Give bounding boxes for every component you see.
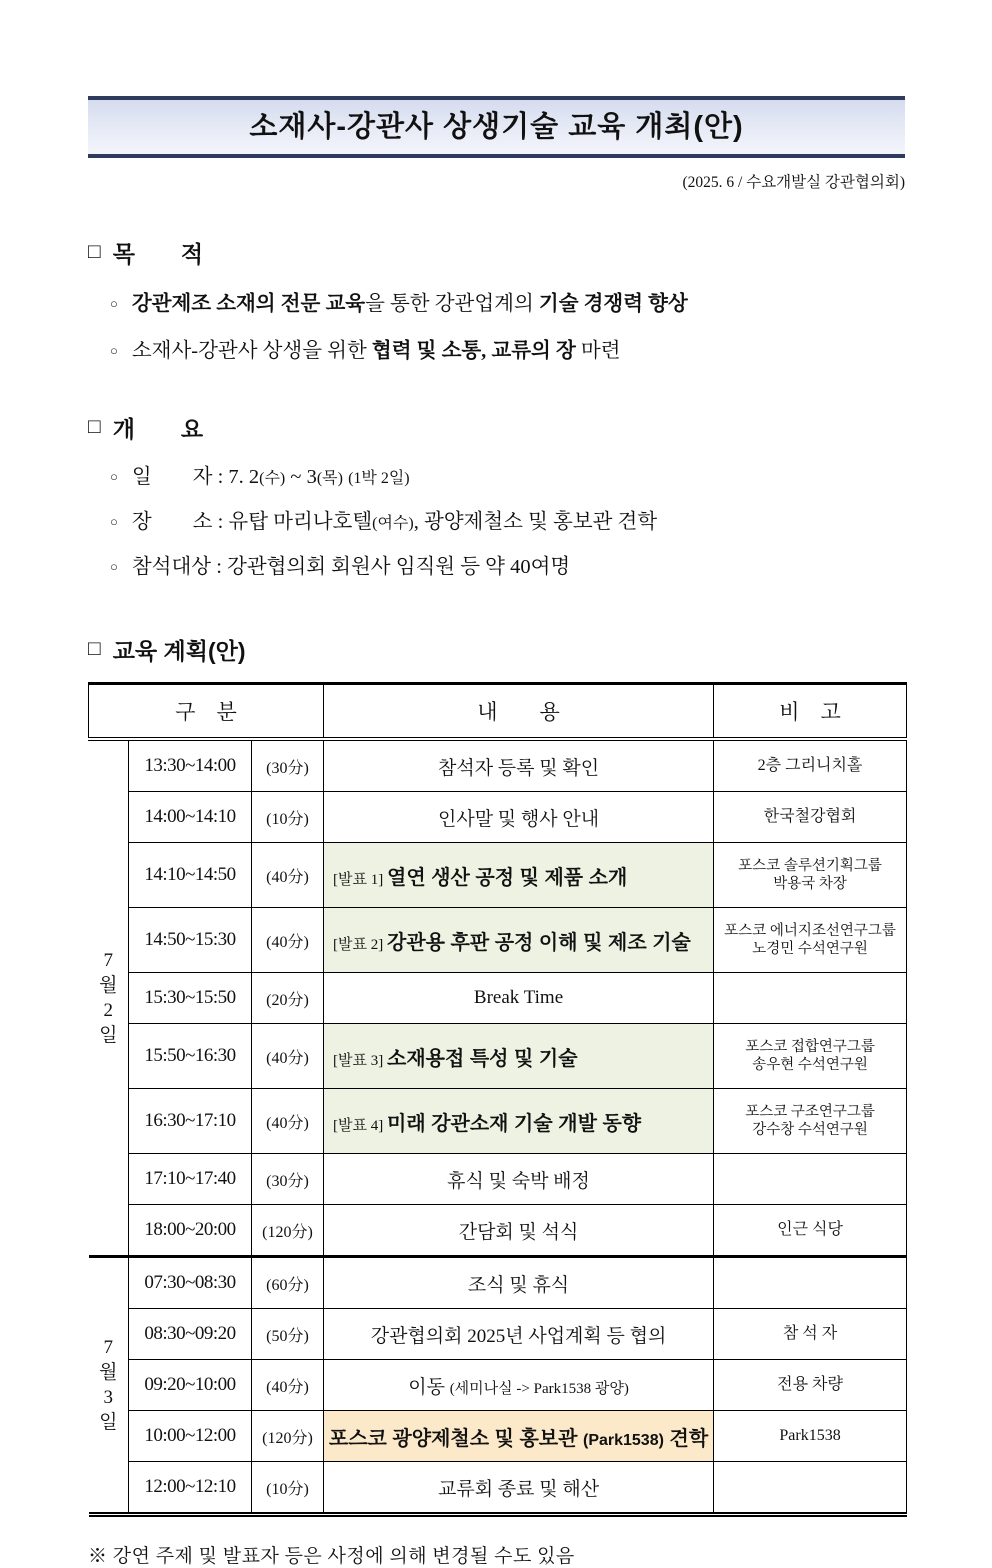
day-label-cell: 7 월 2 일 [89,739,129,1257]
overview-item-attendees [110,549,905,579]
note-cell: 참 석 자 [714,1309,907,1360]
section-overview [88,411,905,579]
text-segment: 미래 강관소재 기술 개발 동향 [387,1112,642,1135]
schedule-row [89,1024,907,1089]
text-segment: 협력 및 소통, 교류의 장 [371,340,576,362]
text-segment: 기술 경쟁력 향상 [538,293,688,315]
text-segment: (Park1538) [582,1431,664,1449]
time-cell: 08:30~09:20 [129,1309,252,1360]
content-cell [324,843,714,908]
content-cell [324,1205,714,1257]
footnote: ※ 강연 주제 및 발표자 등은 사정에 의해 변경될 수도 있음 [88,1546,575,1567]
page-title: 소재사-강관사 상생기술 교육 개최(안) [249,111,744,143]
note-cell: 한국철강협회 [714,792,907,843]
text-segment: 포스코 광양제철소 및 홍보관 [328,1427,583,1450]
text-segment: (수) [259,470,286,487]
text-segment: 강관용 후판 공정 이해 및 제조 기술 [387,931,691,954]
text-segment: 장 소 : 유탑 마리나호텔 [131,511,373,533]
schedule-table [88,682,907,1517]
note-cell: 2층 그리니치홀 [714,739,907,792]
content-cell [324,792,714,843]
plan-heading-label: 교육 계획(안) [112,638,246,664]
note-cell: 전용 차량 [714,1360,907,1411]
date-line: (2025. 6 / 수요개발실 강관협의회) [682,174,905,191]
time-cell: 14:10~14:50 [129,843,252,908]
duration-cell: (10分) [252,1462,324,1515]
text-segment: 조식 및 휴식 [467,1274,570,1296]
text-segment: , 광양제철소 및 홍보관 견학 [413,511,658,533]
time-cell: 16:30~17:10 [129,1089,252,1154]
content-cell [324,739,714,792]
schedule-row [89,792,907,843]
text-segment: [발표 3] [333,1052,388,1069]
col-header-note: 비 고 [714,684,907,740]
note-cell [714,973,907,1024]
title-bar [88,96,905,158]
schedule-row [89,1089,907,1154]
note-cell: 인근 식당 [714,1205,907,1257]
text-segment: 강관제조 소재의 전문 교육 [131,293,366,315]
duration-cell: (50分) [252,1309,324,1360]
text-segment: 일 자 : 7. 2 [131,466,260,488]
purpose-heading [88,236,905,269]
duration-cell: (20分) [252,973,324,1024]
circle-bullet-icon: ○ [110,343,118,358]
text-segment: Break Time [473,987,564,1008]
duration-cell: (60分) [252,1257,324,1309]
purpose-item-text [132,333,621,363]
overview-item-place [110,504,905,534]
time-cell: 15:50~16:30 [129,1024,252,1089]
text-segment: 휴식 및 숙박 배정 [447,1170,590,1192]
content-cell [324,1411,714,1462]
text-segment: [발표 2] [333,936,388,953]
overview-heading-label: 개 요 [112,416,204,442]
time-cell: 15:30~15:50 [129,973,252,1024]
text-segment: 소재용접 특성 및 기술 [387,1047,578,1070]
text-segment: 마련 [575,340,621,362]
note-cell: 포스코 솔루션기획그룹 박용국 차장 [714,843,907,908]
overview-item-text [132,504,657,534]
schedule-row [89,1309,907,1360]
content-cell [324,1462,714,1515]
duration-cell: (40分) [252,843,324,908]
overview-item-text [132,459,410,489]
checkbox-square-icon: □ [88,637,101,660]
schedule-row [89,1205,907,1257]
content-cell [324,973,714,1024]
content-cell [324,1309,714,1360]
checkbox-square-icon: □ [88,415,101,438]
schedule-row [89,843,907,908]
schedule-row [89,739,907,792]
section-purpose [88,236,905,363]
time-cell: 14:00~14:10 [129,792,252,843]
text-segment: ~ 3 [285,466,317,488]
schedule-row [89,1411,907,1462]
text-segment: [발표 4] [333,1117,388,1134]
duration-cell: (40分) [252,1360,324,1411]
time-cell: 14:50~15:30 [129,908,252,973]
purpose-item [110,286,905,316]
section-plan [88,633,905,1568]
note-cell: 포스코 접합연구그룹 송우현 수석연구원 [714,1024,907,1089]
duration-cell: (30分) [252,739,324,792]
note-cell [714,1257,907,1309]
text-segment: 열연 생산 공정 및 제품 소개 [387,866,628,889]
time-cell: 09:20~10:00 [129,1360,252,1411]
circle-bullet-icon: ○ [110,559,118,574]
content-cell [324,908,714,973]
overview-heading [88,411,905,444]
time-cell: 12:00~12:10 [129,1462,252,1515]
purpose-heading-label: 목 적 [112,241,204,267]
col-header-content: 내 용 [324,684,714,740]
text-segment: 견학 [663,1427,709,1450]
text-segment: 이동 [408,1376,450,1398]
time-cell: 10:00~12:00 [129,1411,252,1462]
note-cell: 포스코 에너지조선연구그룹 노경민 수석연구원 [714,908,907,973]
schedule-table-body [89,739,907,1515]
note-cell: 포스코 구조연구그룹 강수창 수석연구원 [714,1089,907,1154]
text-segment: 을 통한 강관업계의 [365,293,539,315]
note-cell [714,1154,907,1205]
text-segment: 소재사-강관사 상생을 위한 [131,340,372,362]
time-cell: 07:30~08:30 [129,1257,252,1309]
text-segment: 교류회 종료 및 해산 [437,1478,600,1500]
circle-bullet-icon: ○ [110,469,118,484]
duration-cell: (40分) [252,908,324,973]
text-segment: 인사말 및 행사 안내 [437,808,600,830]
text-segment: 참석대상 : 강관협의회 회원사 임직원 등 약 40여명 [131,556,571,578]
purpose-item [110,333,905,363]
time-cell: 13:30~14:00 [129,739,252,792]
content-cell [324,1154,714,1205]
circle-bullet-icon: ○ [110,296,118,311]
col-header-category: 구 분 [89,684,324,740]
text-segment: 강관협의회 2025년 사업계획 등 협의 [370,1325,667,1347]
content-cell [324,1024,714,1089]
text-segment: (세미나실 -> Park1538 광양) [449,1380,629,1397]
duration-cell: (40分) [252,1024,324,1089]
table-header-row [89,684,907,740]
text-segment: (여수) [372,515,414,532]
note-cell: Park1538 [714,1411,907,1462]
schedule-row [89,908,907,973]
duration-cell: (40分) [252,1089,324,1154]
text-segment: [발표 1] [333,871,388,888]
schedule-row [89,973,907,1024]
text-segment: 간담회 및 석식 [458,1221,579,1243]
circle-bullet-icon: ○ [110,514,118,529]
schedule-row [89,1257,907,1309]
text-segment: (목) [316,470,343,487]
duration-cell: (120分) [252,1411,324,1462]
schedule-row [89,1462,907,1515]
duration-cell: (120分) [252,1205,324,1257]
time-cell: 17:10~17:40 [129,1154,252,1205]
text-segment: 참석자 등록 및 확인 [437,757,600,779]
content-cell [324,1089,714,1154]
note-cell [714,1462,907,1515]
schedule-row [89,1154,907,1205]
time-cell: 18:00~20:00 [129,1205,252,1257]
plan-heading [88,633,905,666]
overview-item-text [132,549,570,579]
duration-cell: (30分) [252,1154,324,1205]
purpose-item-text [132,286,688,316]
text-segment: (1박 2일) [348,470,410,487]
overview-item-date [110,459,905,489]
content-cell [324,1257,714,1309]
duration-cell: (10分) [252,792,324,843]
day-label-cell: 7 월 3 일 [89,1257,129,1515]
checkbox-square-icon: □ [88,240,101,263]
